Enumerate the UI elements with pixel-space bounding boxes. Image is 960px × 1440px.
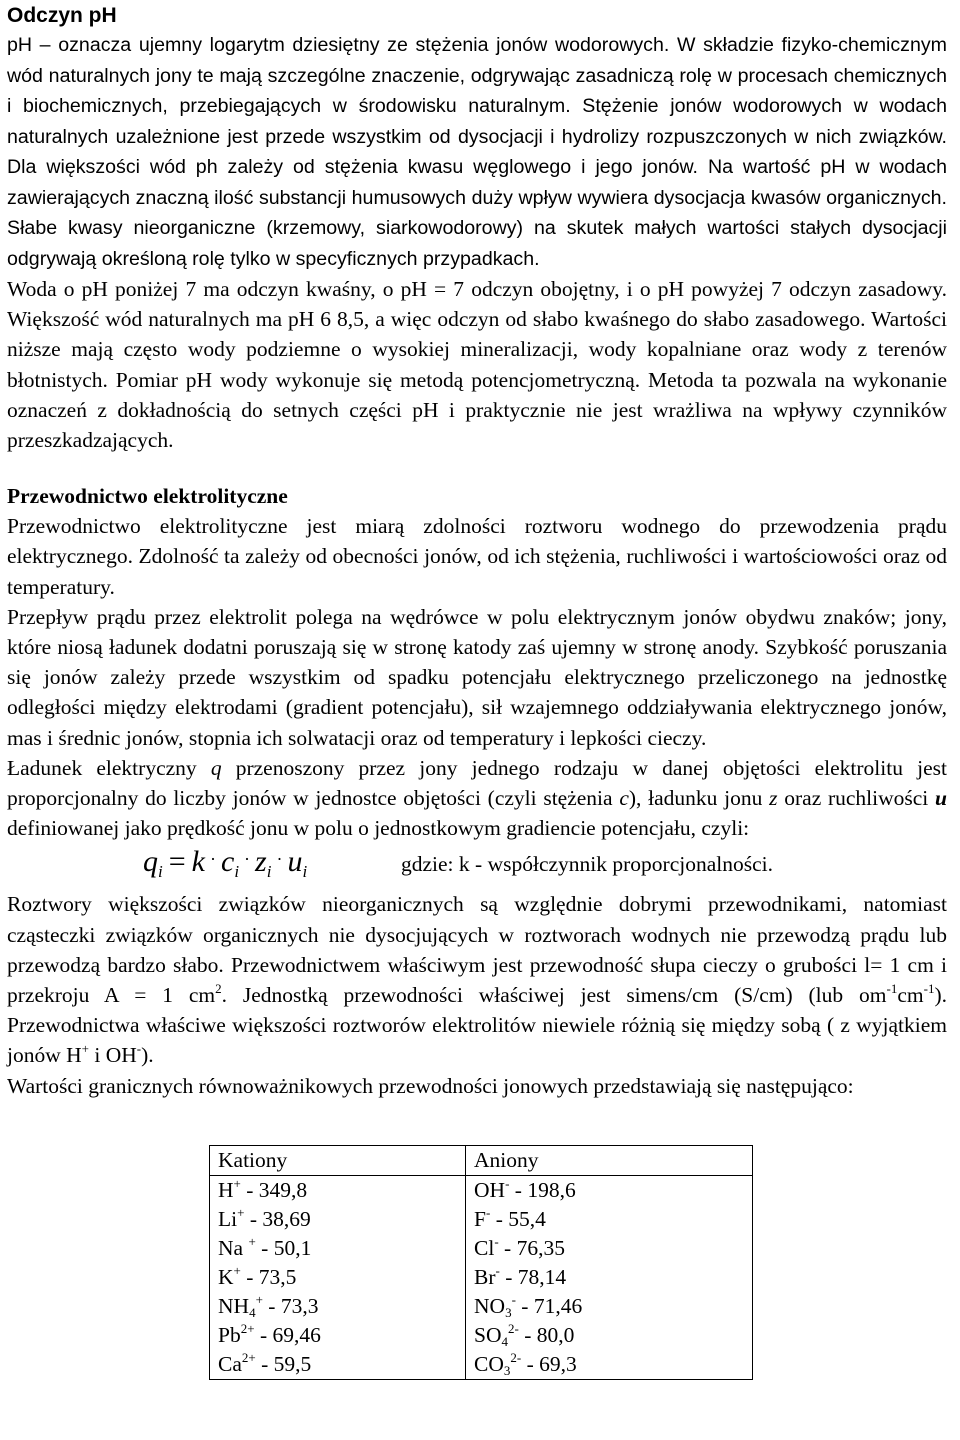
cation-text: H <box>218 1177 234 1202</box>
section-title-ph: Odczyn pH <box>7 4 117 27</box>
anion-text: - 76,35 <box>498 1235 565 1260</box>
cation-cell <box>210 1292 466 1321</box>
anion-text: - <box>505 1175 510 1191</box>
anion-cell <box>466 1350 753 1380</box>
anion-text: - <box>494 1233 499 1249</box>
cation-text: Pb <box>218 1322 241 1347</box>
cation-text: - 73,3 <box>262 1293 319 1318</box>
anion-text: OH <box>474 1177 506 1202</box>
anion-text: NO <box>474 1293 506 1318</box>
anion-text: 3 <box>503 1362 511 1378</box>
cation-cell <box>210 1263 466 1292</box>
charge-formula-row <box>7 845 947 889</box>
cation-cell <box>210 1175 466 1205</box>
symbol-u: u <box>935 786 947 811</box>
cation-text: - 59,5 <box>255 1351 312 1376</box>
table-row <box>210 1321 753 1350</box>
cation-text: Na <box>218 1235 249 1260</box>
symbol-z: z <box>769 786 778 811</box>
cation-text: - 349,8 <box>240 1177 308 1202</box>
anion-text: - <box>485 1204 491 1220</box>
anion-cell <box>466 1175 753 1205</box>
cation-text: 4 <box>249 1304 256 1320</box>
anion-text: - <box>495 1262 500 1278</box>
conductivity-paragraph-3 <box>7 753 947 844</box>
text-run: definiowanej jako prędkość jonu w polu o jednostkowym gradiencie potencjału, czyli: <box>7 816 750 841</box>
section-title-conductivity: Przewodnictwo elektrolityczne <box>7 484 288 509</box>
conductivity-paragraph-1: Przewodnictwo elektrolityczne jest miarą zdolności roztworu wodnego do przewodzenia prądu elektrycznego. Zdolność ta zależy od obecności jonów, od ich stężenia, ruchliwości i wartościowości oraz od temperatury. <box>7 514 947 599</box>
anion-text: - 80,0 <box>518 1322 575 1347</box>
header-anions: Aniony <box>466 1145 753 1175</box>
ph-paragraph-2: Woda o pH poniżej 7 ma odczyn kwaśny, o pH = 7 odczyn obojętny, i o pH powyżej 7 odczyn zasadowy. Większość wód naturalnych ma pH 6 8,5, a więc odczyn od słabo kwaśnego do słabo zasadowego. Wartości niższe mają często wody podziemne o wysokiej mineralizacji, wody kopalniane oraz wody z terenów błotnistych. Pomiar pH wody wykonuje się metodą potencjometryczną. Metoda ta pozwala na wykonanie oznaczeń z dokładnością do setnych części pH i praktycznie nie jest wrażliwa na wpływy czynników przeszkadzających. <box>7 277 947 453</box>
cation-text: 2+ <box>240 1320 255 1336</box>
header-cations: Kationy <box>210 1145 466 1175</box>
anion-text: - <box>511 1291 516 1307</box>
anion-text: - 198,6 <box>509 1177 576 1202</box>
anion-text: SO <box>474 1322 502 1347</box>
table-row <box>210 1263 753 1292</box>
anion-text: - 71,46 <box>515 1293 583 1318</box>
anion-cell <box>466 1292 753 1321</box>
cation-text: - 50,1 <box>255 1235 312 1260</box>
text-run: ), ładunku jonu <box>628 786 770 811</box>
cation-text: + <box>233 1262 241 1278</box>
cation-text: + <box>248 1233 256 1249</box>
charge-formula: $q_i = k$ · $c_i^\cdot$ $z_i^\cdot$ $u_i$ <box>143 845 308 882</box>
anion-text: 4 <box>501 1333 508 1349</box>
anion-text: 2- <box>510 1349 522 1365</box>
anion-text: - 69,3 <box>521 1351 577 1376</box>
cation-text: + <box>233 1175 241 1191</box>
text-run: Ładunek elektryczny <box>7 755 211 780</box>
symbol-c: c <box>619 786 629 811</box>
cation-text: K <box>218 1264 234 1289</box>
conductivity-paragraph-4: Roztwory większości związków nieorganicznych są względnie dobrymi przewodnikami, natomiast cząsteczki związków organicznych nie dysocjujących w roztworach wodnych nie przewodzą prądu lub przewodzą bardzo słabo. Przewodnictwem właściwym jest przewodność słupa cieczy o grubości l= 1 cm i przekroju A = 1 $cm^2$. Jednostką przewodności właściwej jest simens/cm (S/cm) (lub $om^{-1}cm^{-1}$). Przewodnictwa właściwe większości roztworów elektrolitów niewiele różnią się między sobą ( z wyjątkiem jonów H+ i OH-). <box>7 892 947 1068</box>
table-row <box>210 1234 753 1263</box>
formula-note: gdzie: k - współczynnik proporcjonalności. <box>401 852 773 877</box>
ion-conductivity-table <box>209 1145 753 1380</box>
ion-conductivity-table-wrap <box>209 1145 947 1380</box>
cation-cell <box>210 1205 466 1234</box>
conductivity-paragraph-5: Wartości granicznych równoważnikowych przewodności jonowych przedstawiają się następująco: <box>7 1073 854 1098</box>
table-row <box>210 1175 753 1205</box>
cation-text: NH <box>218 1293 250 1318</box>
ph-paragraph-1: pH – oznacza ujemny logarytm dziesiętny ze stężenia jonów wodorowych. W składzie fizyko-chemicznym wód naturalnych jony te mają szczególne znaczenie, odgrywając zasadniczą rolę w procesach chemicznych i biochemicznych, przebiegających w środowisku naturalnym. Stężenie jonów wodorowych w wodach naturalnych uzależnione jest przede wszystkim od dysocjacji i hydrolizy rozpuszczonych w nich związków. Dla większości wód ph zależy od stężenia kwasu węglowego i jego jonów. Na wartość pH w wodach zawierających znaczną ilość substancji humusowych duży wpływ wywiera dysocjacja kwasów organicznych. Słabe kwasy nieorganiczne (krzemowy, siarkowodorowy) na skutek małych wartości stałych dysocjacji odgrywają określoną rolę tylko w specyficznych przypadkach. <box>7 34 947 270</box>
anion-text: - 55,4 <box>490 1206 546 1231</box>
cation-cell <box>210 1321 466 1350</box>
table-header-row <box>210 1145 753 1175</box>
table-row <box>210 1350 753 1380</box>
table-row <box>210 1292 753 1321</box>
conductivity-paragraph-2: Przepływ prądu przez elektrolit polega na wędrówce w polu elektrycznym jonów obydwu znaków; jony, które niosą ładunek dodatni poruszają się w stronę katody zaś ujemny w stronę anody. Szybkość poruszania się jonów zależy przede wszystkim od spadku potencjału elektrycznego przeliczonego na jednostkę odległości między elektrodami (gradient potencjału), sił wzajemnego oddziaływania elektrycznego jonów, mas i średnic jonów, stopnia ich solwatacji oraz od temperatury i lepkości cieczy. <box>7 604 947 750</box>
anion-text: 2- <box>507 1320 519 1336</box>
cation-cell <box>210 1350 466 1380</box>
table-row <box>210 1205 753 1234</box>
anion-text: 3 <box>505 1304 512 1320</box>
symbol-q: q <box>210 755 222 780</box>
cation-cell <box>210 1234 466 1263</box>
anion-cell <box>466 1321 753 1350</box>
cation-text: Li <box>218 1206 238 1231</box>
text-run: przenoszony przez jony jednego rodzaju w danej objętości elektrolitu jest proporcjonalny do liczby jonów w jednostce objętości (czyli stężenia <box>7 755 947 811</box>
anion-text: - 78,14 <box>499 1264 567 1289</box>
anion-cell <box>466 1205 753 1234</box>
cation-text: + <box>237 1204 245 1220</box>
anion-text: Br <box>474 1264 496 1289</box>
anion-text: CO <box>474 1351 504 1376</box>
cation-text: - 69,46 <box>254 1322 321 1347</box>
text-run: oraz ruchliwości <box>777 786 936 811</box>
anion-cell <box>466 1263 753 1292</box>
anion-cell <box>466 1234 753 1263</box>
cation-text: - 73,5 <box>240 1264 297 1289</box>
cation-text: - 38,69 <box>244 1206 311 1231</box>
cation-text: Ca <box>218 1351 242 1376</box>
cation-text: + <box>255 1291 263 1307</box>
anion-text: Cl <box>474 1235 495 1260</box>
cation-text: 2+ <box>241 1349 256 1365</box>
anion-text: F <box>474 1206 486 1231</box>
